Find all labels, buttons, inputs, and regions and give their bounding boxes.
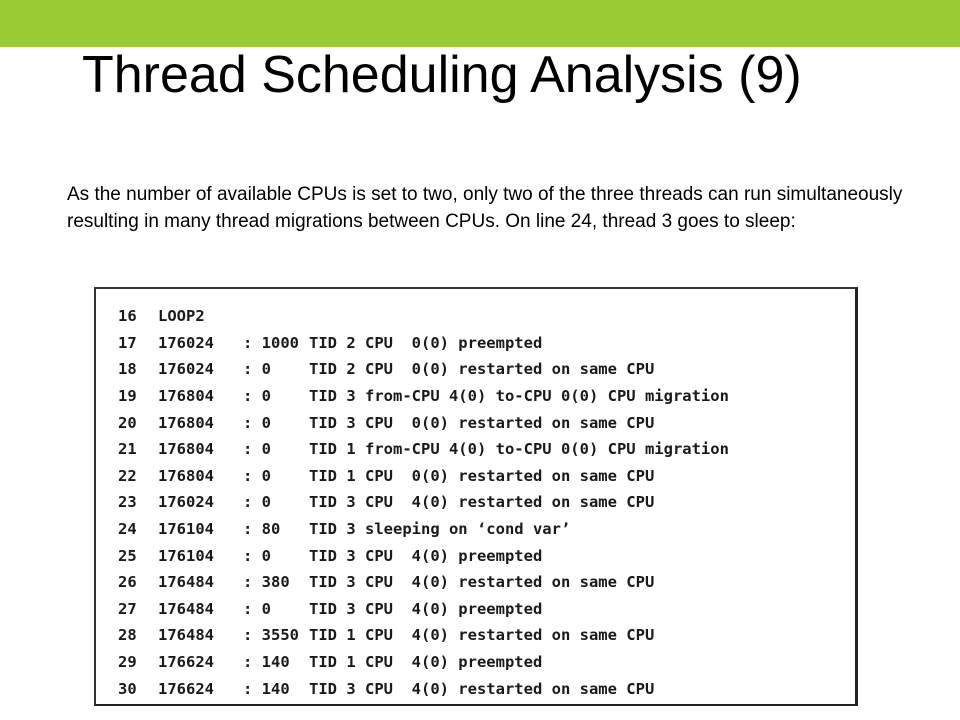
log-line-number: 21 bbox=[118, 440, 137, 459]
log-line-number: 25 bbox=[118, 546, 137, 565]
log-timestamp: 176484 bbox=[158, 626, 214, 645]
trace-log-body bbox=[118, 303, 729, 702]
log-event: TID 1 CPU 4(0) preempted bbox=[309, 653, 543, 672]
log-duration: : 0 bbox=[243, 599, 271, 618]
log-timestamp: 176484 bbox=[158, 599, 214, 618]
log-duration: : 0 bbox=[243, 493, 271, 512]
log-event: TID 3 CPU 4(0) preempted bbox=[309, 599, 543, 618]
log-line-number: 24 bbox=[118, 520, 137, 539]
trace-log-panel bbox=[94, 287, 858, 706]
log-row bbox=[118, 675, 729, 702]
log-event bbox=[309, 303, 729, 330]
log-row bbox=[118, 516, 729, 543]
log-line-number: 23 bbox=[118, 493, 137, 512]
log-duration: : 380 bbox=[243, 573, 290, 592]
log-duration: : 80 bbox=[243, 520, 281, 539]
log-row bbox=[118, 383, 729, 410]
log-line-number: 17 bbox=[118, 333, 137, 352]
log-timestamp: 176484 bbox=[158, 573, 214, 592]
log-duration: : 0 bbox=[243, 466, 271, 485]
log-event: TID 1 from-CPU 4(0) to-CPU 0(0) CPU migration bbox=[309, 440, 729, 459]
log-timestamp: 176804 bbox=[158, 466, 214, 485]
log-timestamp: 176804 bbox=[158, 413, 214, 432]
log-duration bbox=[243, 303, 309, 330]
log-timestamp: LOOP2 bbox=[158, 307, 205, 326]
log-line-number: 27 bbox=[118, 599, 137, 618]
log-line-number: 18 bbox=[118, 360, 137, 379]
log-event: TID 3 CPU 4(0) restarted on same CPU bbox=[309, 679, 655, 698]
log-duration: : 3550 bbox=[243, 626, 299, 645]
log-line-number: 22 bbox=[118, 466, 137, 485]
log-duration: : 0 bbox=[243, 413, 271, 432]
log-row bbox=[118, 569, 729, 596]
log-duration: : 140 bbox=[243, 653, 290, 672]
log-row bbox=[118, 303, 729, 330]
log-row bbox=[118, 596, 729, 623]
log-line-number: 20 bbox=[118, 413, 137, 432]
log-event: TID 2 CPU 0(0) restarted on same CPU bbox=[309, 360, 655, 379]
log-row bbox=[118, 489, 729, 516]
log-row bbox=[118, 436, 729, 463]
log-timestamp: 176024 bbox=[158, 493, 214, 512]
log-event: TID 1 CPU 4(0) restarted on same CPU bbox=[309, 626, 655, 645]
log-duration: : 0 bbox=[243, 360, 271, 379]
log-timestamp: 176104 bbox=[158, 520, 214, 539]
log-timestamp: 176624 bbox=[158, 653, 214, 672]
log-event: TID 3 sleeping on ‘cond var’ bbox=[309, 520, 571, 539]
log-row bbox=[118, 542, 729, 569]
log-timestamp: 176024 bbox=[158, 360, 214, 379]
log-line-number: 30 bbox=[118, 679, 137, 698]
log-line-number: 16 bbox=[118, 307, 137, 326]
slide-body-text: As the number of available CPUs is set to two, only two of the three threads can run simultaneously resulting in many thread migrations between CPUs. On line 24, thread 3 goes to sleep: bbox=[67, 184, 903, 232]
log-event: TID 3 CPU 0(0) restarted on same CPU bbox=[309, 413, 655, 432]
header-accent-bar bbox=[0, 0, 960, 47]
log-timestamp: 176624 bbox=[158, 679, 214, 698]
log-row bbox=[118, 649, 729, 676]
log-duration: : 0 bbox=[243, 440, 271, 459]
log-duration: : 0 bbox=[243, 387, 271, 406]
log-timestamp: 176024 bbox=[158, 333, 214, 352]
log-timestamp: 176804 bbox=[158, 387, 214, 406]
log-row bbox=[118, 409, 729, 436]
log-event: TID 3 CPU 4(0) restarted on same CPU bbox=[309, 573, 655, 592]
log-event: TID 1 CPU 0(0) restarted on same CPU bbox=[309, 466, 655, 485]
log-duration: : 140 bbox=[243, 679, 290, 698]
log-timestamp: 176804 bbox=[158, 440, 214, 459]
log-line-number: 19 bbox=[118, 387, 137, 406]
log-timestamp: 176104 bbox=[158, 546, 214, 565]
log-line-number: 26 bbox=[118, 573, 137, 592]
log-row bbox=[118, 463, 729, 490]
log-line-number: 28 bbox=[118, 626, 137, 645]
log-event: TID 3 from-CPU 4(0) to-CPU 0(0) CPU migration bbox=[309, 387, 729, 406]
log-duration: : 0 bbox=[243, 546, 271, 565]
trace-log-table bbox=[118, 303, 729, 702]
slide-title: Thread Scheduling Analysis (9) bbox=[82, 46, 802, 104]
log-row bbox=[118, 330, 729, 357]
log-line-number: 29 bbox=[118, 653, 137, 672]
log-event: TID 2 CPU 0(0) preempted bbox=[309, 333, 543, 352]
log-row bbox=[118, 356, 729, 383]
log-event: TID 3 CPU 4(0) preempted bbox=[309, 546, 543, 565]
log-row bbox=[118, 622, 729, 649]
log-duration: : 1000 bbox=[243, 333, 299, 352]
log-event: TID 3 CPU 4(0) restarted on same CPU bbox=[309, 493, 655, 512]
